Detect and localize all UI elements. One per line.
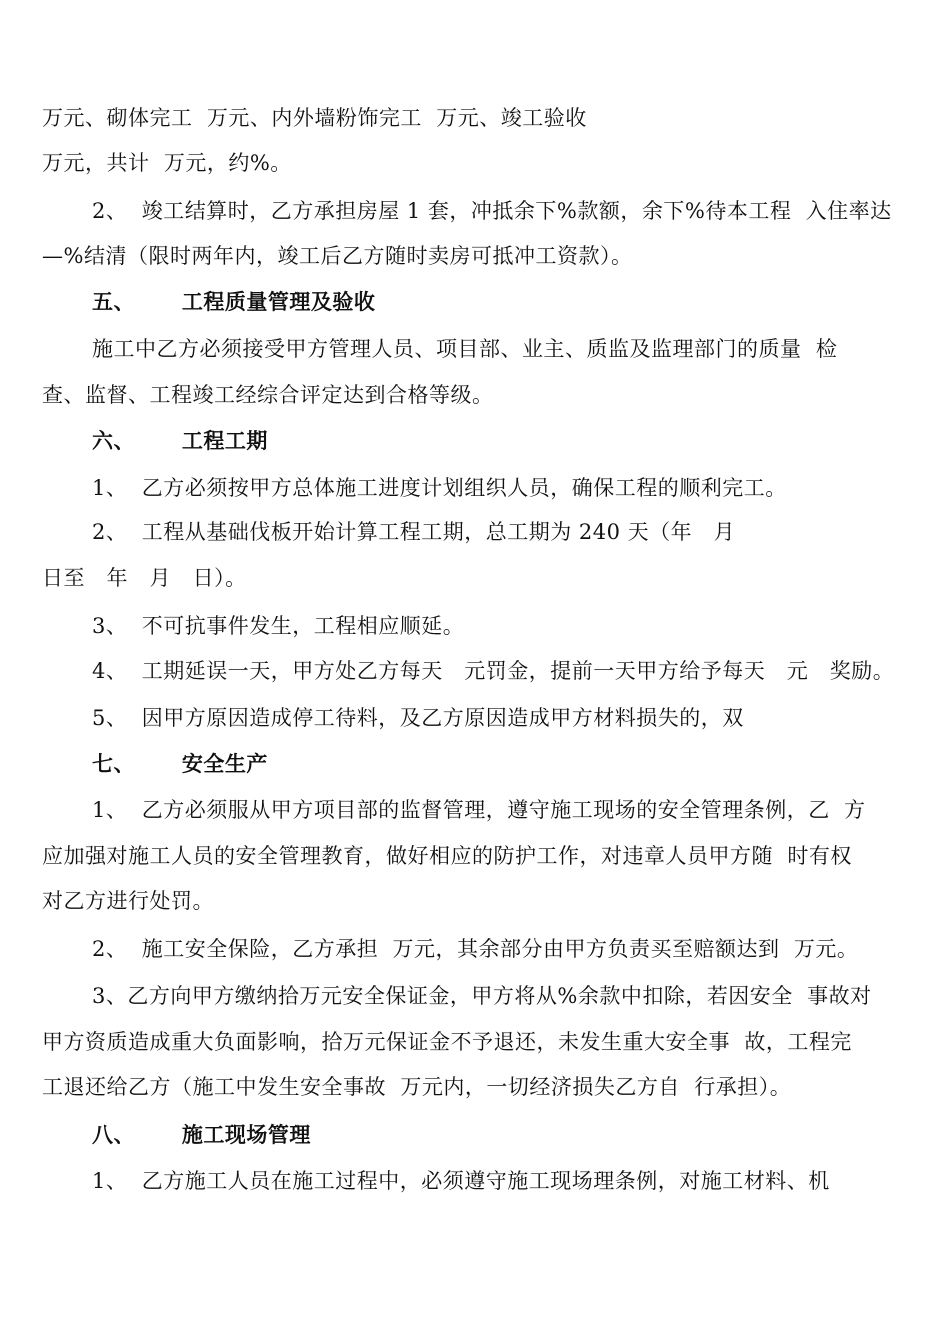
text-line: 万元、砌体完工 万元、内外墙粉饰完工 万元、竣工验收	[42, 106, 587, 130]
text-line: 3、 不可抗事件发生，工程相应顺延。	[92, 614, 465, 638]
section-heading: 六、 工程工期	[92, 429, 268, 453]
text-line: 施工中乙方必须接受甲方管理人员、项目部、业主、质监及监理部门的质量 检	[92, 337, 838, 361]
text-line: 万元，共计 万元，约%。	[42, 151, 292, 175]
text-line: 4、 工期延误一天，甲方处乙方每天 元罚金，提前一天甲方给予每天 元 奖励。	[92, 659, 895, 683]
text-line: 应加强对施工人员的安全管理教育，做好相应的防护工作，对违章人员甲方随 时有权	[42, 844, 852, 868]
text-line: 日至 年 月 日）。	[42, 566, 247, 590]
text-line: 1、 乙方必须服从甲方项目部的监督管理，遵守施工现场的安全管理条例，乙 方	[92, 798, 866, 822]
text-line: 5、 因甲方原因造成停工待料，及乙方原因造成甲方材料损失的，双	[92, 706, 744, 730]
text-line: —%结清（限时两年内，竣工后乙方随时卖房可抵冲工资款）。	[42, 244, 633, 268]
section-heading: 五、 工程质量管理及验收	[92, 290, 376, 314]
text-line: 2、 竣工结算时，乙方承担房屋 1 套，冲抵余下%款额，余下%待本工程 入住率达	[92, 199, 892, 223]
text-line: 2、 施工安全保险，乙方承担 万元，其余部分由甲方负责买至赔额达到 万元。	[92, 937, 859, 961]
text-line: 1、 乙方必须按甲方总体施工进度计划组织人员，确保工程的顺利完工。	[92, 476, 787, 500]
text-line: 3、乙方向甲方缴纳拾万元安全保证金，甲方将从%余款中扣除，若因安全 事故对	[92, 984, 872, 1008]
text-line: 对乙方进行处罚。	[42, 889, 214, 913]
text-line: 2、 工程从基础伐板开始计算工程工期，总工期为 240 天（年 月	[92, 520, 736, 544]
text-line: 甲方资质造成重大负面影响，拾万元保证金不予退还，未发生重大安全事 故，工程完	[42, 1030, 852, 1054]
text-line: 工退还给乙方（施工中发生安全事故 万元内，一切经济损失乙方自 行承担）。	[42, 1075, 792, 1099]
text-line: 查、监督、工程竣工经综合评定达到合格等级。	[42, 383, 494, 407]
section-heading: 七、 安全生产	[92, 752, 268, 776]
section-heading: 八、 施工现场管理	[92, 1123, 311, 1147]
text-line: 1、 乙方施工人员在施工过程中，必须遵守施工现场理条例，对施工材料、机	[92, 1169, 830, 1193]
